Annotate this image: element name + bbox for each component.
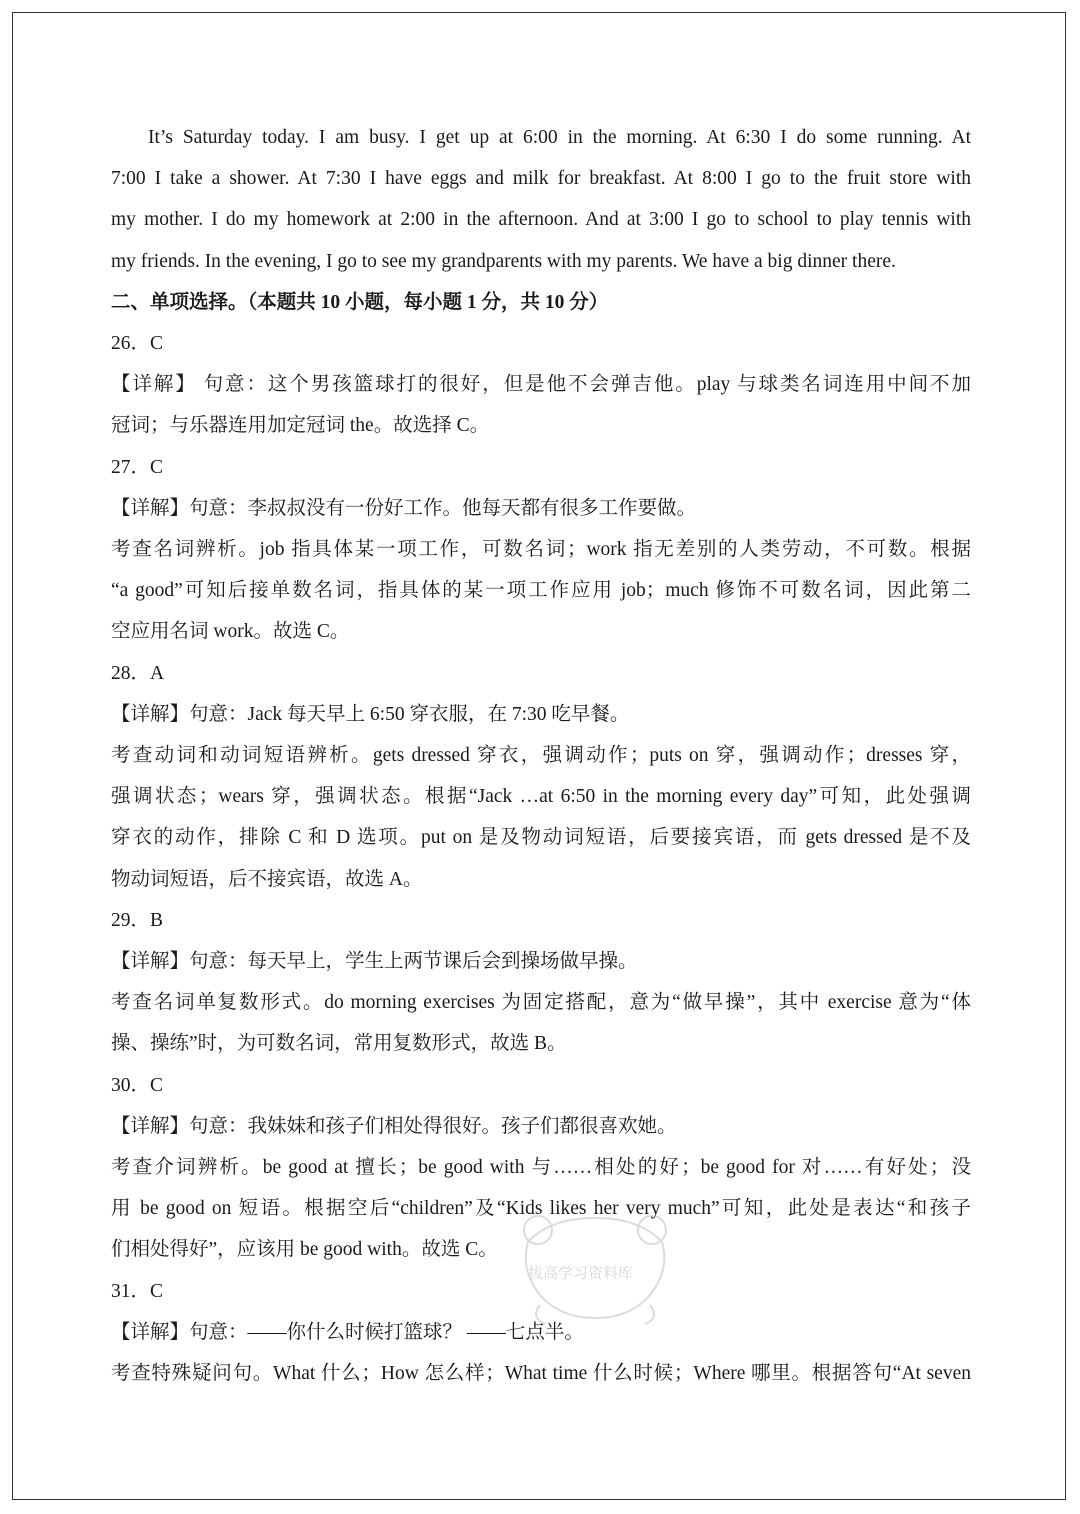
detail-line: 【详解】句意：李叔叔没有一份好工作。他每天都有很多工作要做。 [111,497,697,519]
passage-line: 7:00 I take a shower. At 7:30 I have eggs and milk for breakfast. At 8:00 I go to the fruit store with [111,168,971,190]
detail-line: 物动词短语，后不接宾语，故选 A。 [111,868,423,890]
detail-line: 【详解】句意：我妹妹和孩子们相处得很好。孩子们都很喜欢她。 [111,1115,677,1137]
detail-line: 考查介词辨析。be good at 擅长；be good with 与……相处的好；be good for 对……有好处；没 [111,1156,971,1178]
passage-line: my mother. I do my homework at 2:00 in the afternoon. And at 3:00 I go to school to play tennis with [111,209,971,231]
detail-line: 操、操练”时，为可数名词，常用复数形式，故选 B。 [111,1033,567,1055]
detail-line: 【详解】句意：——你什么时候打篮球？ ——七点半。 [111,1321,584,1343]
document-body [111,117,971,1394]
detail-line: 【详解】 句意：这个男孩篮球打的很好，但是他不会弹吉他。play 与球类名词连用中间不加 [111,374,971,396]
detail-line: 考查名词辨析。job 指具体某一项工作，可数名词；work 指无差别的人类劳动，不可数。根据 [111,538,971,560]
answer-28: 28．A [111,662,165,684]
detail-line: “a good”可知后接单数名词，指具体的某一项工作应用 job；much 修饰不可数名词，因此第二 [111,580,971,602]
detail-line: 冠词；与乐器连用加定冠词 the。故选择 C。 [111,415,490,437]
answer-26: 26．C [111,332,164,354]
detail-line: 强调状态；wears 穿，强调状态。根据“Jack …at 6:50 in the morning every day”可知，此处强调 [111,786,971,808]
detail-line: 们相处得好”，应该用 be good with。故选 C。 [111,1239,498,1261]
watermark-text: 拔高学习资料库 [528,1264,634,1282]
detail-line: 考查名词单复数形式。do morning exercises 为固定搭配，意为“做早操”，其中 exercise 意为“体 [111,992,971,1014]
detail-line: 考查特殊疑问句。What 什么；How 怎么样；What time 什么时候；Where 哪里。根据答句“At seven [111,1362,971,1384]
detail-line: 【详解】句意：Jack 每天早上 6:50 穿衣服，在 7:30 吃早餐。 [111,703,630,725]
detail-line: 穿衣的动作，排除 C 和 D 选项。put on 是及物动词短语，后要接宾语，而 gets dressed 是不及 [111,827,971,849]
answer-30: 30．C [111,1074,164,1096]
section-heading: 二、单项选择。（本题共 10 小题，每小题 1 分，共 10 分） [111,291,609,313]
passage-line: It’s Saturday today. I am busy. I get up at 6:00 in the morning. At 6:30 I do some running. At [148,127,971,148]
answer-29: 29．B [111,909,164,931]
answer-27: 27．C [111,456,164,478]
detail-line: 空应用名词 work。故选 C。 [111,621,350,643]
answer-31: 31．C [111,1280,164,1302]
passage-line: my friends. In the evening, I go to see my grandparents with my parents. We have a big dinner there. [111,250,896,272]
detail-line: 用 be good on 短语。根据空后“children”及“Kids likes her very much”可知，此处是表达“和孩子 [111,1198,971,1220]
detail-line: 【详解】句意：每天早上，学生上两节课后会到操场做早操。 [111,950,638,972]
detail-line: 考查动词和动词短语辨析。gets dressed 穿衣，强调动作；puts on 穿，强调动作；dresses 穿， [111,744,971,766]
